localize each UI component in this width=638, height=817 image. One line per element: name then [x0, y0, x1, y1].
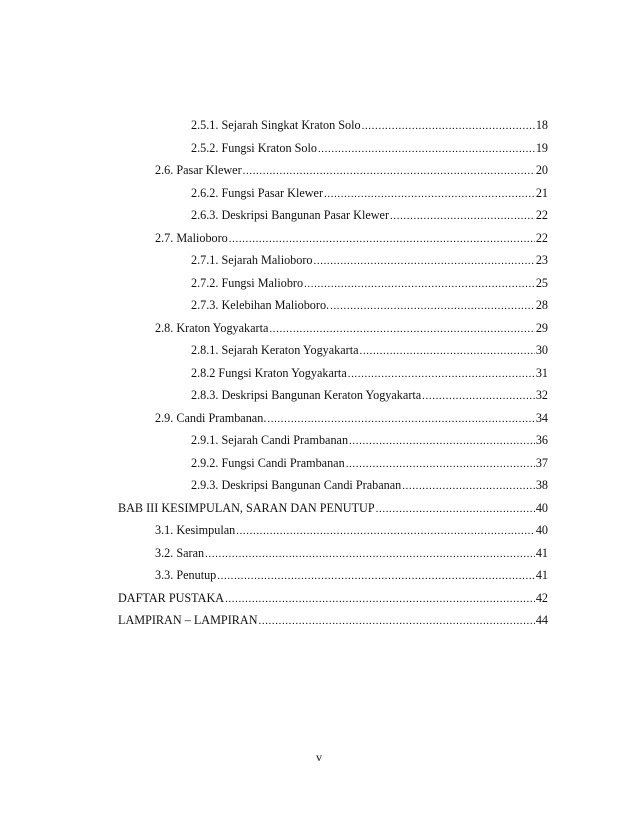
dot-leader [349, 433, 535, 449]
page-number: v [316, 750, 322, 764]
toc-entry-page: 19 [535, 140, 548, 155]
toc-entry-page: 37 [535, 455, 548, 470]
toc-entry [191, 140, 548, 157]
toc-entry-label: 2.5.1. Sejarah Singkat Kraton Solo [191, 118, 361, 132]
dot-leader [304, 276, 535, 292]
toc-entry-page: 21 [535, 185, 548, 200]
dot-leader [236, 523, 535, 539]
toc-entry [155, 545, 548, 562]
dot-leader [360, 343, 535, 359]
toc-entry [191, 185, 548, 202]
dot-leader [243, 163, 535, 179]
toc-entry-page: 34 [535, 410, 548, 425]
dot-leader [422, 388, 535, 404]
toc-entry-page: 36 [535, 433, 548, 447]
toc-entry [118, 612, 548, 629]
toc-entry [155, 320, 548, 337]
toc-entry [191, 432, 548, 449]
toc-entry-label: 2.9.3. Deskripsi Bangunan Candi Prabanan [191, 478, 402, 492]
toc-entry-label: 2.8.3. Deskripsi Bangunan Keraton Yogyakarta [191, 388, 422, 402]
toc-entry-page: 41 [535, 545, 548, 560]
dot-leader [330, 298, 535, 314]
toc-entry-page: 22 [535, 230, 548, 245]
toc-entry-page: 30 [535, 343, 548, 357]
toc-entry-label: LAMPIRAN – LAMPIRAN [118, 613, 258, 627]
toc-entry-label: 2.7.2. Fungsi Maliobro [191, 275, 304, 290]
toc-entry [155, 230, 548, 247]
toc-entry [191, 297, 548, 314]
dot-leader [348, 366, 535, 382]
toc-entry [191, 387, 548, 404]
toc-entry-page: 23 [535, 253, 548, 267]
dot-leader [205, 546, 535, 562]
toc-entry-label: 2.7.1. Sejarah Malioboro [191, 253, 313, 267]
toc-entry-page: 40 [535, 500, 548, 515]
dot-leader [318, 141, 535, 157]
toc-entry-label: 2.5.2. Fungsi Kraton Solo [191, 140, 317, 155]
toc-entry [191, 275, 548, 292]
dot-leader [376, 501, 535, 517]
toc-entry-page: 25 [535, 275, 548, 290]
toc-entry [155, 522, 548, 539]
toc-entry [191, 207, 548, 224]
toc-entry [191, 117, 548, 134]
toc-entry-page: 28 [535, 298, 548, 312]
toc-entry [118, 500, 548, 517]
dot-leader [324, 186, 535, 202]
toc-entry-page: 41 [535, 568, 548, 582]
toc-entry-label: 2.9. Candi Prambanan. [155, 410, 267, 425]
toc-entry-page: 20 [535, 163, 548, 177]
toc-entry [155, 162, 548, 179]
toc-entry [191, 365, 548, 382]
toc-entry-page: 42 [535, 590, 548, 605]
toc-entry [191, 342, 548, 359]
dot-leader [390, 208, 535, 224]
toc-entry-page: 22 [535, 208, 548, 222]
toc-entry [118, 590, 548, 607]
toc-entry [155, 567, 548, 584]
toc-entry-label: 2.9.1. Sejarah Candi Prambanan [191, 433, 349, 447]
dot-leader [267, 411, 534, 427]
toc-entry-label: 2.6. Pasar Klewer [155, 163, 242, 177]
dot-leader [229, 231, 535, 247]
dot-leader [259, 613, 535, 629]
dot-leader [269, 321, 534, 337]
toc-entry [191, 455, 548, 472]
dot-leader [346, 456, 535, 472]
toc-entry-label: 3.1. Kesimpulan [155, 523, 236, 537]
toc-entry-page: 40 [535, 523, 548, 537]
toc-entry-label: 2.7.3. Kelebihan Malioboro. [191, 298, 330, 312]
toc-entry [155, 410, 548, 427]
toc-entry-label: 2.7. Malioboro [155, 230, 228, 245]
toc-entry-label: 3.3. Penutup [155, 568, 217, 582]
dot-leader [362, 118, 535, 134]
toc-entry-label: DAFTAR PUSTAKA [118, 590, 225, 605]
toc-entry-label: 2.8. Kraton Yogyakarta [155, 320, 269, 335]
toc-entry-label: 3.2. Saran [155, 545, 205, 560]
toc-entry [191, 252, 548, 269]
toc-entry-label: 2.8.1. Sejarah Keraton Yogyakarta [191, 343, 359, 357]
toc-entry [191, 477, 548, 494]
toc-entry-label: 2.9.2. Fungsi Candi Prambanan [191, 455, 345, 470]
toc-entry-page: 38 [535, 478, 548, 492]
toc-entry-label: 2.6.3. Deskripsi Bangunan Pasar Klewer [191, 208, 390, 222]
dot-leader [225, 591, 535, 607]
dot-leader [402, 478, 535, 494]
toc-entry-page: 32 [535, 388, 548, 402]
toc-entry-label: 2.8.2 Fungsi Kraton Yogyakarta [191, 365, 347, 380]
dot-leader [314, 253, 535, 269]
toc-entry-page: 31 [535, 365, 548, 380]
toc-entry-label: BAB III KESIMPULAN, SARAN DAN PENUTUP [118, 500, 375, 515]
toc-entry-page: 18 [535, 118, 548, 132]
toc-entry-page: 44 [535, 613, 548, 627]
toc-entry-page: 29 [535, 320, 548, 335]
toc-entry-label: 2.6.2. Fungsi Pasar Klewer [191, 185, 324, 200]
dot-leader [217, 568, 535, 584]
